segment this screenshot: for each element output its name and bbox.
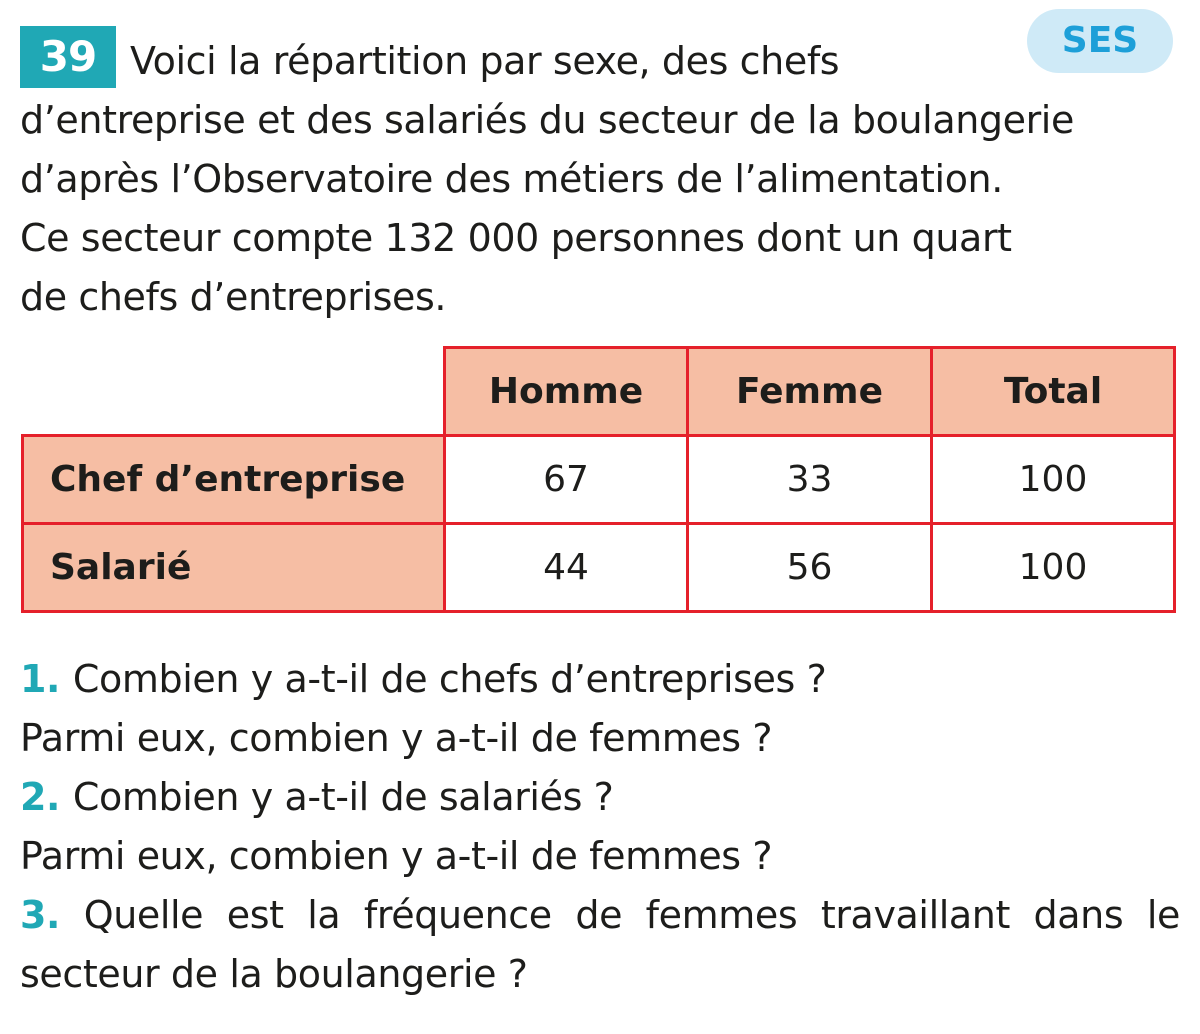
question-text: Combien y a-t-il de chefs d’entreprises ?: [72, 657, 827, 701]
table-header-row: [23, 348, 1175, 436]
subject-tag: SES: [1027, 9, 1173, 73]
question-number: 2.: [20, 775, 73, 819]
questions-list: [20, 650, 1180, 1004]
row-header-chef: Chef d’entreprise: [23, 436, 445, 524]
statement-line: d’après l’Observatoire des métiers de l’alimentation.: [20, 157, 1003, 201]
table-corner-cell: [23, 348, 445, 436]
question-1: [20, 650, 1180, 709]
question-1-sub: Parmi eux, combien y a-t-il de femmes ?: [20, 716, 773, 760]
table-row: [23, 524, 1175, 612]
question-2: [20, 768, 1180, 827]
column-header-total: Total: [932, 348, 1175, 436]
exercise-statement: [20, 32, 1180, 327]
question-number: 3.: [20, 893, 61, 937]
question-3: [20, 886, 1180, 945]
question-number: 1.: [20, 657, 73, 701]
question-text: Quelle est la fréquence de femmes travaillant dans le: [83, 893, 1180, 937]
table-row: [23, 436, 1175, 524]
question-3-sub: secteur de la boulangerie ?: [20, 952, 528, 996]
distribution-table: [21, 346, 1176, 613]
table-cell: 33: [688, 436, 932, 524]
exercise-number-badge: 39: [20, 26, 116, 88]
statement-line: Ce secteur compte 132 000 personnes dont un quart: [20, 216, 1012, 260]
statement-line: de chefs d’entreprises.: [20, 275, 447, 319]
question-2-sub: Parmi eux, combien y a-t-il de femmes ?: [20, 834, 773, 878]
question-text: Combien y a-t-il de salariés ?: [72, 775, 614, 819]
column-header-femme: Femme: [688, 348, 932, 436]
table-cell: 100: [932, 524, 1175, 612]
statement-line: Voici la répartition par sexe, des chefs: [130, 39, 840, 83]
row-header-salarie: Salarié: [23, 524, 445, 612]
statement-line: d’entreprise et des salariés du secteur de la boulangerie: [20, 98, 1074, 142]
table-cell: 44: [445, 524, 688, 612]
table-cell: 100: [932, 436, 1175, 524]
table-cell: 56: [688, 524, 932, 612]
table-cell: 67: [445, 436, 688, 524]
column-header-homme: Homme: [445, 348, 688, 436]
